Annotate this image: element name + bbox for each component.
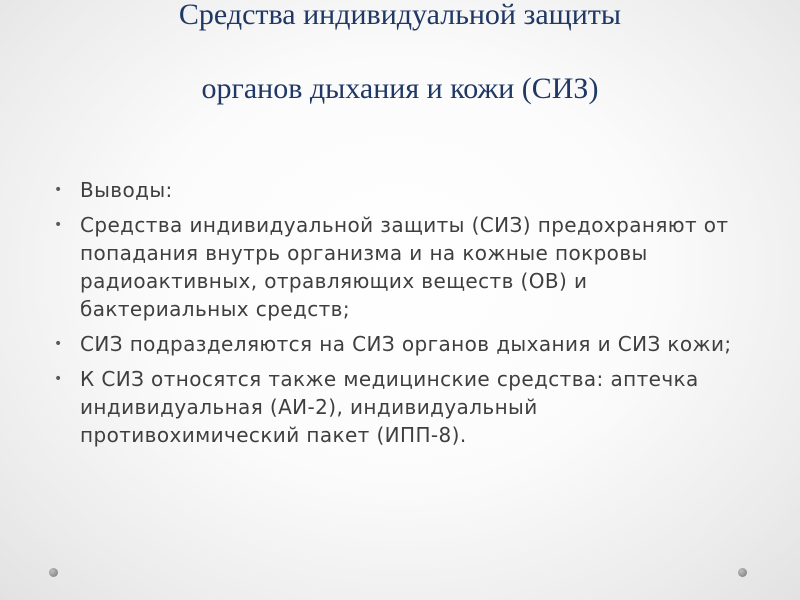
bullet-item (48, 365, 758, 449)
bullet-icon: • (54, 182, 63, 198)
bullet-text: Средства индивидуальной защиты (СИЗ) предохраняют от попадания внутрь организма и на кожные покровы радиоактивных, отравляющих веществ (ОВ) и бактериальных средств; (80, 213, 729, 321)
decorative-dot-right-icon (738, 568, 747, 577)
decorative-dot-left-icon (49, 568, 58, 577)
bullet-item (48, 330, 758, 358)
bullet-list (48, 176, 758, 456)
bullet-icon: • (54, 336, 63, 352)
bullet-item (48, 211, 758, 323)
bullet-icon: • (54, 217, 63, 233)
slide-title-line-1: Средства индивидуальной защиты (178, 0, 622, 31)
bullet-text: СИЗ подразделяются на СИЗ органов дыхания и СИЗ кожи; (80, 332, 732, 356)
bullet-item (48, 176, 758, 204)
slide-title (0, 0, 800, 126)
bullet-text: К СИЗ относятся также медицинские средства: аптечка индивидуальная (АИ-2), индивидуальный противохимический пакет (ИПП-8). (80, 367, 699, 447)
slide-title-line-2: органов дыхания и кожи (СИЗ) (201, 72, 599, 105)
bullet-icon: • (54, 371, 63, 387)
bullet-text: Выводы: (80, 178, 173, 202)
